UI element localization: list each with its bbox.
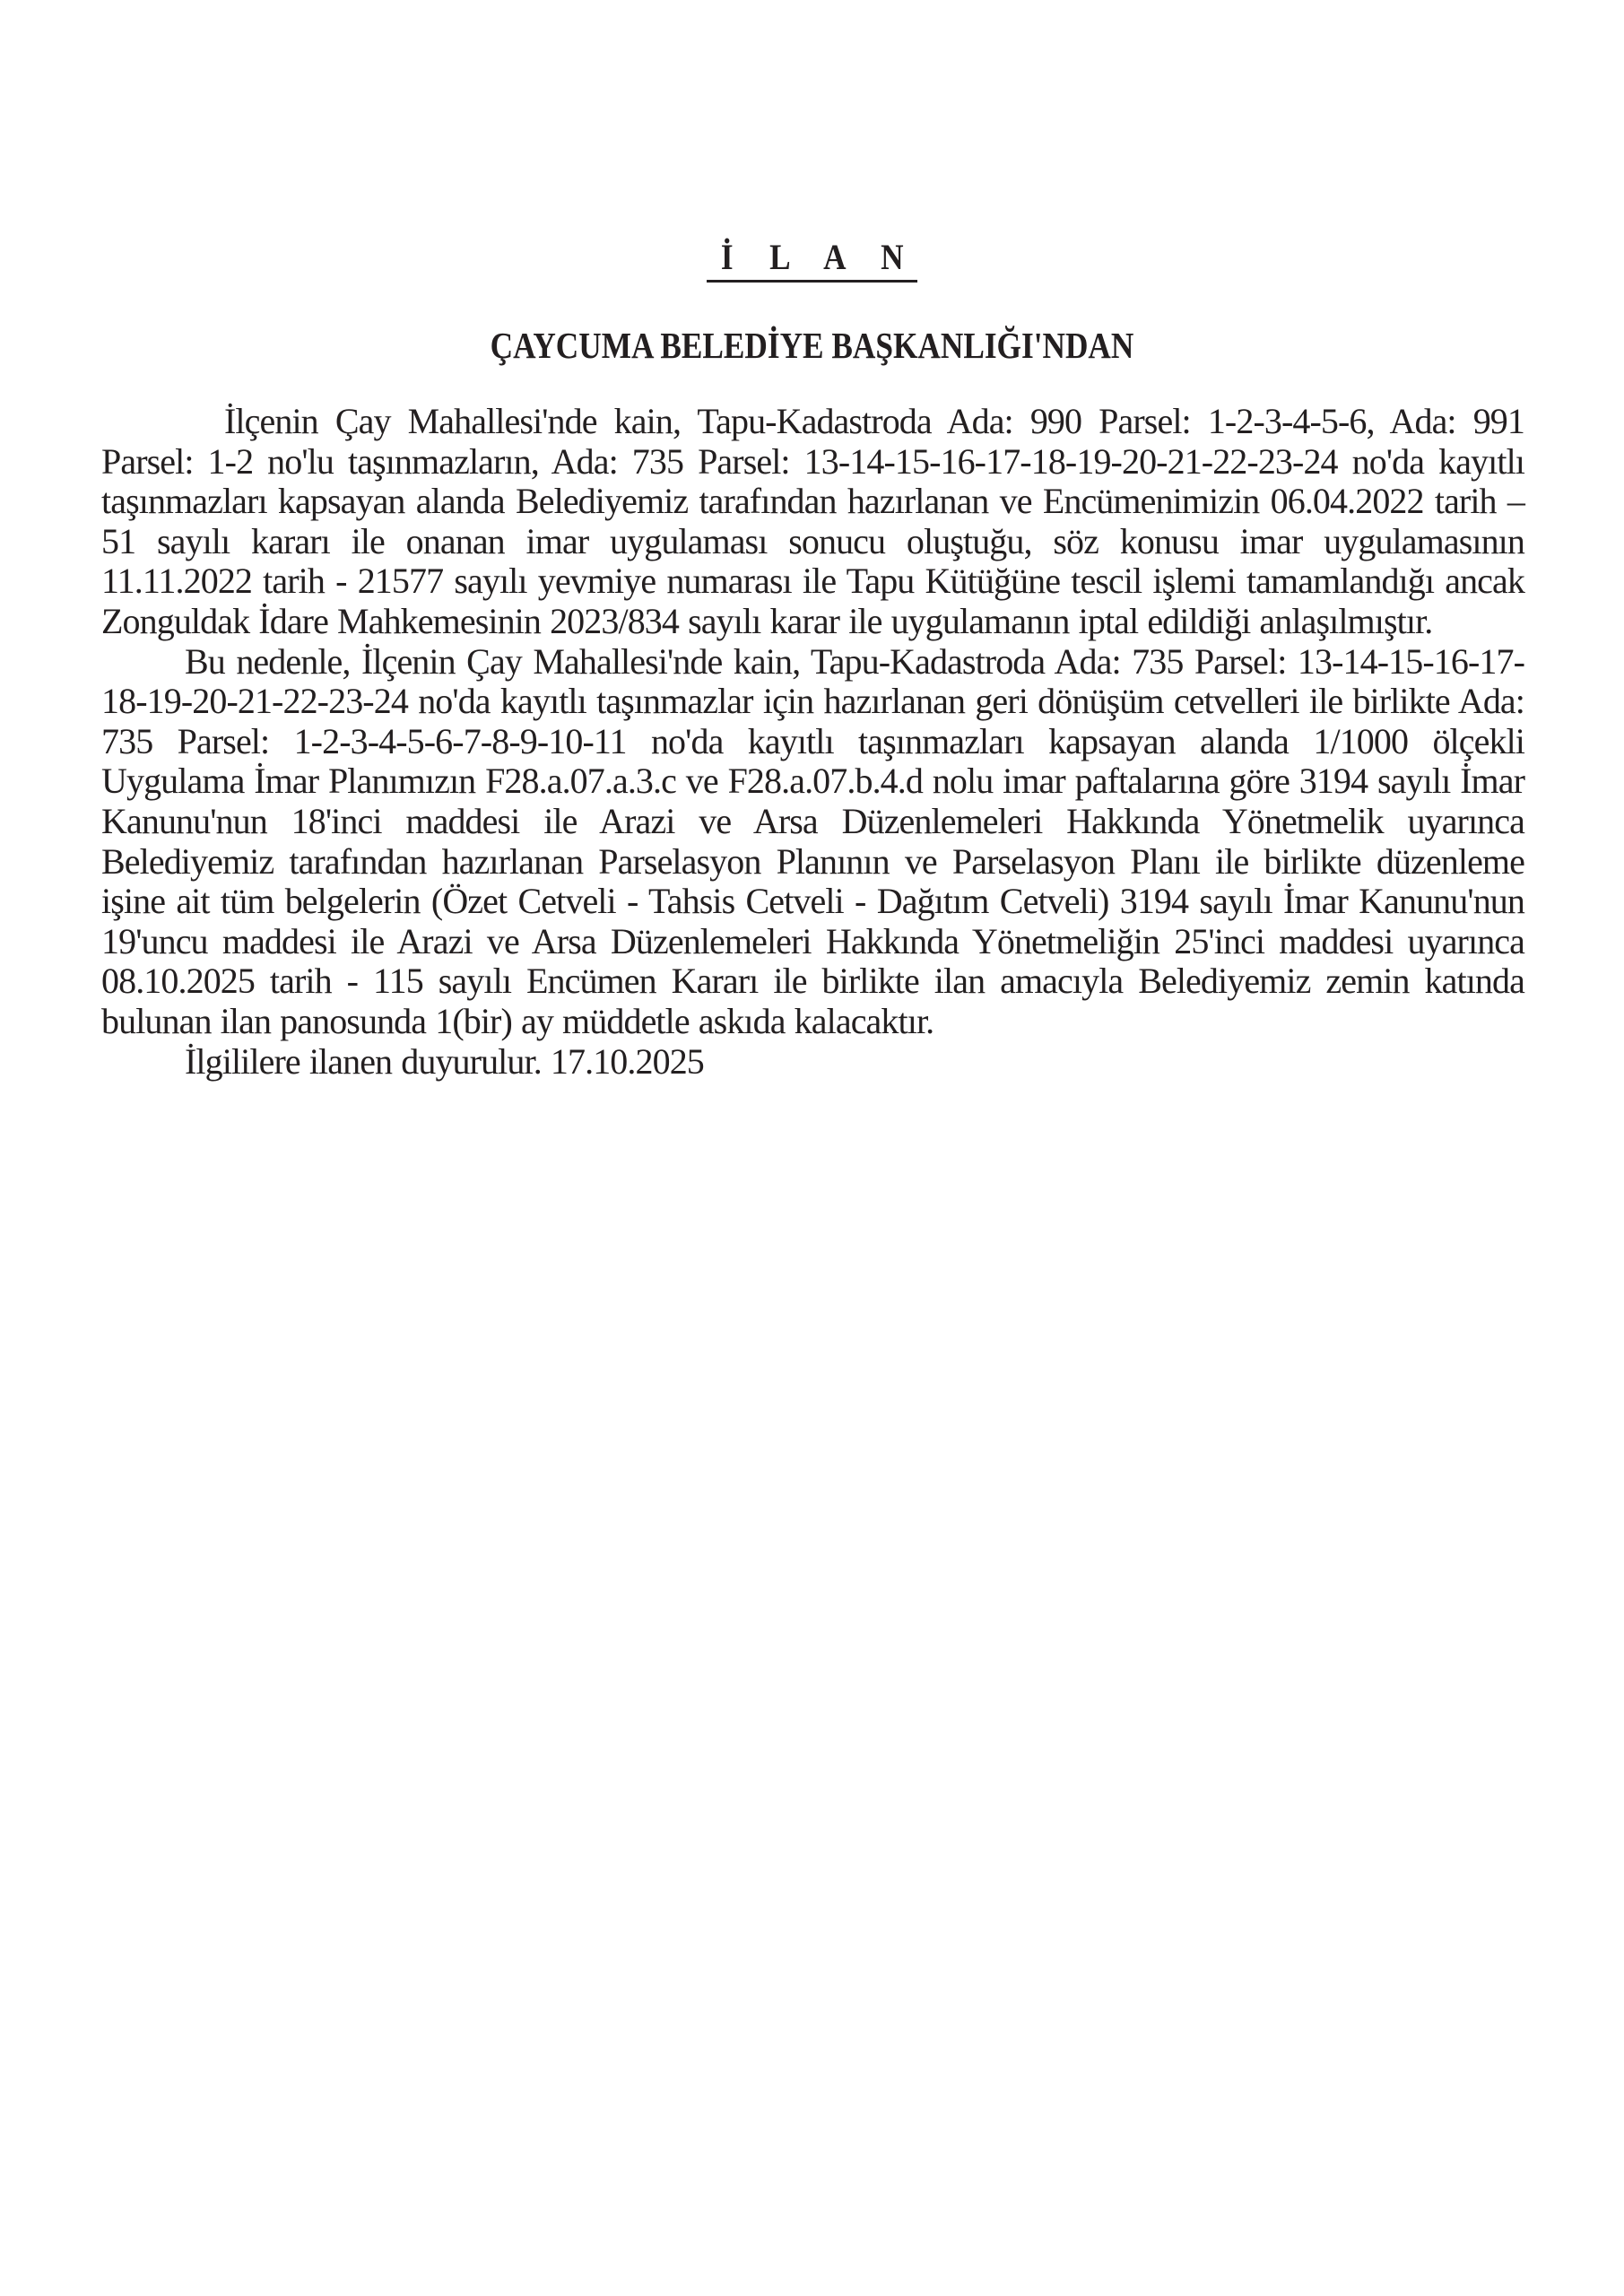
paragraph-notice: Bu nedenle, İlçenin Çay Mahallesi'nde kain, Tapu-Kadastroda Ada: 735 Parsel: 13-14-15-16-17-18-19-20-21-22-23-24 no'da kayıtlı taşınmazlar için hazırlanan geri dönüşüm cetvelleri ile birlikte Ada: 735 Parsel: 1-2-3-4-5-6-7-8-9-10-11 no'da kayıtlı taşınmazları kapsayan alanda 1/1000 ölçekli Uygulama İmar Planımızın F28.a.07.a.3.c ve F28.a.07.b.4.d nolu imar paftalarına göre 3194 sayılı İmar Kanunu'nun 18'inci maddesi ile Arazi ve Arsa Düzenlemeleri Hakkında Yönetmelik uyarınca Belediyemiz tarafından hazırlanan Parselasyon Planının ve Parselasyon Planı ile birlikte düzenleme işine ait tüm belgelerin (Özet Cetveli - Tahsis Cetveli - Dağıtım Cetveli) 3194 sayılı İmar Kanunu'nun 19'uncu maddesi ile Arazi ve Arsa Düzenlemeleri Hakkında Yönetmeliğin 25'inci maddesi uyarınca 08.10.2025 tarih - 115 sayılı Encümen Kararı ile birlikte ilan amacıyla Belediyemiz zemin katında bulunan ilan panosunda 1(bir) ay müddetle askıda kalacaktır. xyxy=(101,640,1524,1041)
paragraph-background: İlçenin Çay Mahallesi'nde kain, Tapu-Kadastroda Ada: 990 Parsel: 1-2-3-4-5-6, Ada: 991 Parsel: 1-2 no'lu taşınmazların, Ada: 735 Parsel: 13-14-15-16-17-18-19-20-21-22-23-24 no'da kayıtlı taşınmazları kapsayan alanda Belediyemiz tarafından hazırlanan ve Encümenimizin 06.04.2022 tarih – 51 sayılı kararı ile onanan imar uygulaması sonucu oluştuğu, söz konusu imar uygulamasının 11.11.2022 tarih - 21577 sayılı yevmiye numarası ile Tapu Kütüğüne tescil işlemi tamamlandığı ancak Zonguldak İdare Mahkemesinin 2023/834 sayılı karar ile uygulamanın iptal edildiği anlaşılmıştır. xyxy=(101,401,1524,641)
closing-line: İlgililere ilanen duyurulur. 17.10.2025 xyxy=(185,1040,704,1082)
issuer-heading: ÇAYCUMA BELEDİYE BAŞKANLIĞI'NDAN xyxy=(490,325,1134,366)
title-text: İ L A N xyxy=(707,237,917,283)
document-title xyxy=(0,235,1624,283)
announcement-body xyxy=(101,402,1524,1082)
